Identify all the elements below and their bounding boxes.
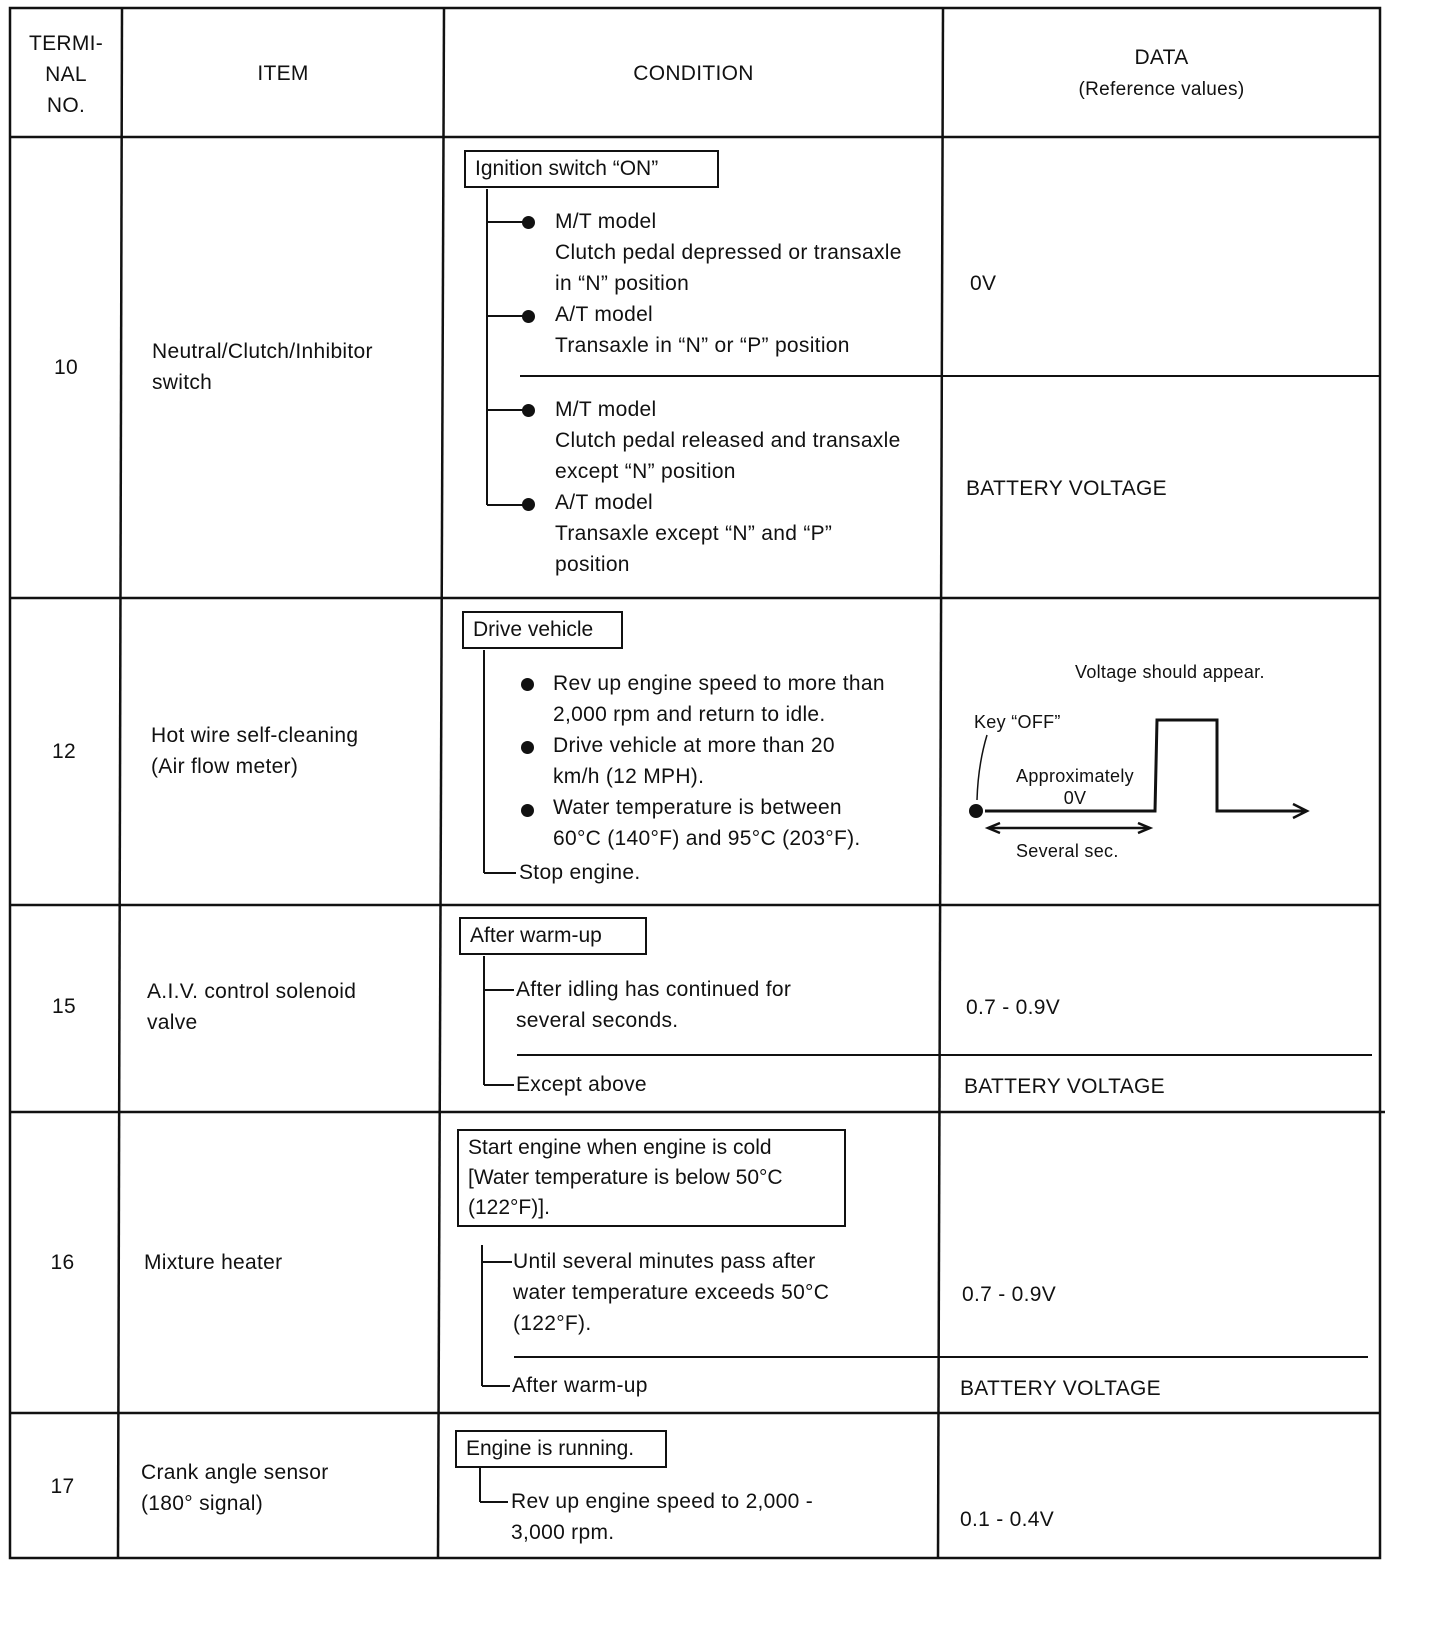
bullet-icon xyxy=(521,741,534,754)
item-name xyxy=(141,1457,329,1519)
data-value: BATTERY VOLTAGE xyxy=(964,1075,1165,1098)
item-name xyxy=(147,976,356,1038)
condition-line: Transaxle except “N” and “P” xyxy=(555,522,833,545)
condition-line: A/T model xyxy=(555,491,654,514)
bullet-icon xyxy=(521,678,534,691)
condition-box-line: (122°F)]. xyxy=(468,1196,550,1219)
data-value: 0.1 - 0.4V xyxy=(960,1508,1055,1531)
bullet-icon xyxy=(521,804,534,817)
header-terminal-line: TERMI- xyxy=(28,32,104,55)
bullet-icon xyxy=(522,498,535,511)
condition-item xyxy=(513,1246,829,1339)
condition-box: Ignition switch “ON” xyxy=(464,150,719,188)
data-value: 0V xyxy=(970,272,997,295)
condition-line: Rev up engine speed to more than xyxy=(553,672,885,695)
terminal-number: 15 xyxy=(52,995,76,1018)
terminal-number: 17 xyxy=(50,1475,75,1498)
condition-line: Clutch pedal released and transaxle xyxy=(555,429,901,452)
header-condition: CONDITION xyxy=(633,62,754,85)
item-line: (180° signal) xyxy=(141,1492,264,1515)
condition-item xyxy=(511,1486,813,1548)
condition-line: Rev up engine speed to 2,000 - xyxy=(511,1490,814,1513)
condition-line: (122°F). xyxy=(513,1312,592,1335)
condition-box: Engine is running. xyxy=(455,1430,667,1468)
stop-engine: Stop engine. xyxy=(519,861,641,884)
header-data: DATA xyxy=(1134,46,1189,69)
item-line: Hot wire self-cleaning xyxy=(151,724,359,747)
waveform-key-label: Key “OFF” xyxy=(974,712,1061,732)
header-item: ITEM xyxy=(257,62,309,85)
condition-line: several seconds. xyxy=(516,1009,679,1032)
condition-box-line: Start engine when engine is cold xyxy=(468,1136,772,1159)
bullet-icon xyxy=(522,404,535,417)
condition-line: Until several minutes pass after xyxy=(513,1250,816,1273)
item-line: Neutral/Clutch/Inhibitor xyxy=(152,340,373,363)
condition-line: M/T model xyxy=(555,210,657,233)
condition-line: Drive vehicle at more than 20 xyxy=(553,734,835,757)
item-name xyxy=(152,336,373,398)
condition-box: Drive vehicle xyxy=(462,611,623,649)
waveform-top-label: Voltage should appear. xyxy=(1075,662,1265,682)
condition-item: Except above xyxy=(516,1073,647,1096)
header-terminal-line: NO. xyxy=(46,94,86,117)
condition-line: 3,000 rpm. xyxy=(511,1521,615,1544)
condition-item xyxy=(516,974,791,1036)
bullet-icon xyxy=(522,216,535,229)
terminal-number: 16 xyxy=(50,1251,75,1274)
condition-item xyxy=(555,394,901,580)
condition-box: After warm-up xyxy=(459,917,647,955)
header-data-sub: (Reference values) xyxy=(1078,79,1245,100)
data-value: BATTERY VOLTAGE xyxy=(960,1377,1161,1400)
condition-item xyxy=(555,206,902,361)
header-terminal-no xyxy=(10,28,122,121)
item-line: switch xyxy=(152,371,213,394)
item-name xyxy=(151,720,358,782)
approx-line: Approximately xyxy=(1016,766,1134,786)
condition-line: water temperature exceeds 50°C xyxy=(513,1281,830,1304)
condition-line: Clutch pedal depressed or transaxle xyxy=(555,241,902,264)
condition-line: position xyxy=(555,553,630,576)
item-line: Crank angle sensor xyxy=(141,1461,329,1484)
data-value: BATTERY VOLTAGE xyxy=(966,477,1167,500)
bullet-icon xyxy=(522,310,535,323)
condition-line: 60°C (140°F) and 95°C (203°F). xyxy=(553,827,861,850)
condition-line: M/T model xyxy=(555,398,657,421)
item-line: valve xyxy=(147,1011,198,1034)
condition-line: Transaxle in “N” or “P” position xyxy=(555,334,850,357)
condition-item xyxy=(553,668,885,854)
waveform-duration-label: Several sec. xyxy=(1016,841,1119,861)
condition-line: 2,000 rpm and return to idle. xyxy=(553,703,826,726)
condition-line: in “N” position xyxy=(555,272,690,295)
condition-box xyxy=(457,1129,846,1227)
item-line: A.I.V. control solenoid xyxy=(147,980,357,1003)
data-value: 0.7 - 0.9V xyxy=(966,996,1061,1019)
data-value: 0.7 - 0.9V xyxy=(962,1283,1057,1306)
item-name: Mixture heater xyxy=(144,1251,283,1274)
condition-line: After idling has continued for xyxy=(516,978,792,1001)
item-line: (Air flow meter) xyxy=(151,755,299,778)
condition-item: After warm-up xyxy=(512,1374,648,1397)
terminal-number: 10 xyxy=(54,356,78,379)
condition-line: km/h (12 MPH). xyxy=(553,765,705,788)
waveform-approx-label xyxy=(1000,765,1150,809)
condition-line: except “N” position xyxy=(555,460,736,483)
condition-line: Water temperature is between xyxy=(553,796,842,819)
header-terminal-line: NAL xyxy=(45,63,87,86)
terminal-number: 12 xyxy=(52,740,76,763)
condition-box-line: [Water temperature is below 50°C xyxy=(468,1166,783,1189)
approx-line: 0V xyxy=(1063,788,1087,808)
condition-line: A/T model xyxy=(555,303,654,326)
